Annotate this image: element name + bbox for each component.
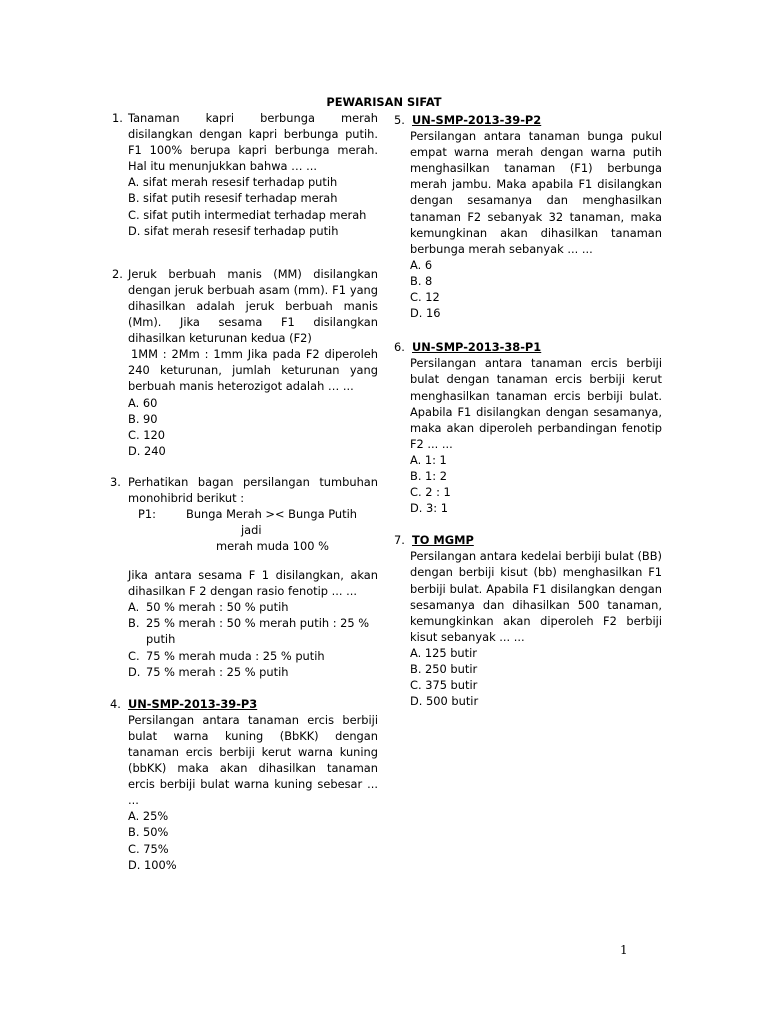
p1-cross: Bunga Merah >< Bunga Putih <box>186 507 357 522</box>
option-b <box>128 615 378 647</box>
option-b: B. sifat putih resesif terhadap merah <box>128 191 338 206</box>
page-title: PEWARISAN SIFAT <box>326 95 442 109</box>
option-c: C. 375 butir <box>410 678 478 693</box>
right-column <box>394 112 662 709</box>
question-5 <box>394 112 662 321</box>
option-c: C. 120 <box>128 427 165 442</box>
question-text-part-1: Jeruk berbuah manis (MM) disilangkan dengan jeruk berbuah asam (mm). F1 yang dihasilkan adalah jeruk berbuah manis (Mm). Jika sesama F1 disilangkan dihasilkan keturunan kedua (F2) <box>128 266 378 346</box>
option-a: A. sifat merah resesif terhadap putih <box>128 175 338 190</box>
p1-label: P1: <box>138 507 156 522</box>
question-text: Persilangan antara kedelai berbiji bulat (BB) dengan berbiji kisut (bb) menghasilkan F1 berbiji bulat. Apabila F1 disilangkan dengan sesamanya dan dihasilkan 500 tanaman, kemungkinkan akan diperoleh F2 berbiji kisut sebanyak ... ... <box>410 549 662 644</box>
option-d: D. 100% <box>128 857 177 872</box>
option-d <box>128 664 378 680</box>
question-number: 3. <box>110 474 121 489</box>
option-list <box>128 808 378 872</box>
question-2 <box>112 266 378 459</box>
option-b: B. 8 <box>410 273 433 288</box>
question-6 <box>394 339 662 516</box>
page-number: 1 <box>620 943 628 957</box>
option-list <box>410 645 662 709</box>
question-source: TO MGMP <box>412 533 474 548</box>
option-text: 25 % merah : 50 % merah putih : 25 % putih <box>146 616 370 647</box>
option-a: A. 1: 1 <box>410 452 447 467</box>
question-number: 7. <box>394 533 405 548</box>
option-d: D. 3: 1 <box>410 501 448 516</box>
question-number: 5. <box>394 113 405 127</box>
option-text: 75 % merah muda : 25 % putih <box>146 648 325 663</box>
question-source: UN-SMP-2013-39-P3 <box>128 696 258 711</box>
option-text: 75 % merah : 25 % putih <box>146 664 289 679</box>
option-list <box>410 257 662 321</box>
option-b: B. 1: 2 <box>410 468 448 483</box>
cross-diagram <box>128 506 378 554</box>
option-label: D. <box>128 664 141 679</box>
question-number: 2. <box>112 266 123 281</box>
question-7 <box>394 532 662 709</box>
question-number: 4. <box>110 696 121 711</box>
option-c <box>128 648 378 664</box>
option-b: B. 50% <box>128 825 169 840</box>
option-d: D. 16 <box>410 306 441 321</box>
jadi-label: jadi <box>241 523 262 538</box>
option-label: A. <box>128 600 140 615</box>
option-b: B. 250 butir <box>410 662 478 676</box>
option-list <box>410 452 662 516</box>
option-d: D. sifat merah resesif terhadap putih <box>128 223 339 238</box>
question-4 <box>112 696 378 873</box>
question-source: UN-SMP-2013-38-P1 <box>412 340 542 355</box>
question-text: Persilangan antara tanaman ercis berbiji bulat warna kuning (BbKK) dengan tanaman ercis berbiji kerut warna kuning (bbKK) maka akan dihasilkan tanaman ercis berbiji bulat warna kuning sebesar ... ... <box>128 712 378 808</box>
question-text: Persilangan antara tanaman ercis berbiji bulat dengan tanaman ercis berbiji kerut menghasilkan tanaman ercis berbiji bulat. Apabila F1 disilangkan dengan sesamanya, maka akan diperoleh perbandingan fenotip F2 ... ... <box>410 356 662 451</box>
question-source: UN-SMP-2013-39-P2 <box>412 113 542 127</box>
option-label: C. <box>128 648 140 663</box>
option-a: A. 125 butir <box>410 645 477 660</box>
left-column <box>112 110 378 873</box>
option-a <box>128 599 378 615</box>
question-1 <box>112 110 378 239</box>
option-d: D. 500 butir <box>410 694 479 709</box>
question-text: Perhatikan bagan persilangan tumbuhan monohibrid berikut : <box>128 474 378 505</box>
question-text: Tanaman kapri berbunga merah disilangkan dengan kapri berbunga putih. F1 100% berupa kapri berbunga merah. Hal itu menunjukkan bahwa … ... <box>128 111 378 174</box>
option-list <box>128 174 378 238</box>
option-d: D. 240 <box>128 443 166 458</box>
option-c: C. 12 <box>410 290 440 305</box>
question-text-part-2: Jika pada F2 diperoleh 240 keturunan, jumlah keturunan yang berbuah manis heterozigot adalah … ... <box>128 347 378 394</box>
ratio-text: 1MM : 2Mm : 1mm <box>131 347 243 362</box>
question-3 <box>112 474 378 680</box>
option-c: C. 75% <box>128 841 169 856</box>
option-c: C. 2 : 1 <box>410 485 451 500</box>
question-text: Persilangan antara tanaman bunga pukul empat warna merah dengan warna putih menghasilkan tanaman (F1) berbunga merah jambu. Maka apabila F1 disilangkan dengan sesamanya dan menghasilkan tanaman F2 sebanyak 32 tanaman, maka kemungkinan akan dihasilkan tanaman berbunga merah sebanyak ... ... <box>410 129 662 256</box>
option-text: 50 % merah : 50 % putih <box>146 600 289 615</box>
question-text <box>128 266 378 395</box>
option-a: A. 25% <box>128 809 169 824</box>
option-c: C. sifat putih intermediat terhadap merah <box>128 207 367 222</box>
f1-result: merah muda 100 % <box>216 539 329 554</box>
option-list <box>128 395 378 459</box>
option-list <box>128 599 378 679</box>
option-label: B. <box>128 616 140 631</box>
question-number: 1. <box>112 111 123 125</box>
option-b: B. 90 <box>128 411 158 426</box>
question-text-2: Jika antara sesama F 1 disilangkan, akan dihasilkan F 2 dengan rasio fenotip ... ... <box>128 568 378 599</box>
option-a: A. 6 <box>410 257 433 272</box>
option-a: A. 60 <box>128 395 158 410</box>
question-number: 6. <box>394 340 405 355</box>
